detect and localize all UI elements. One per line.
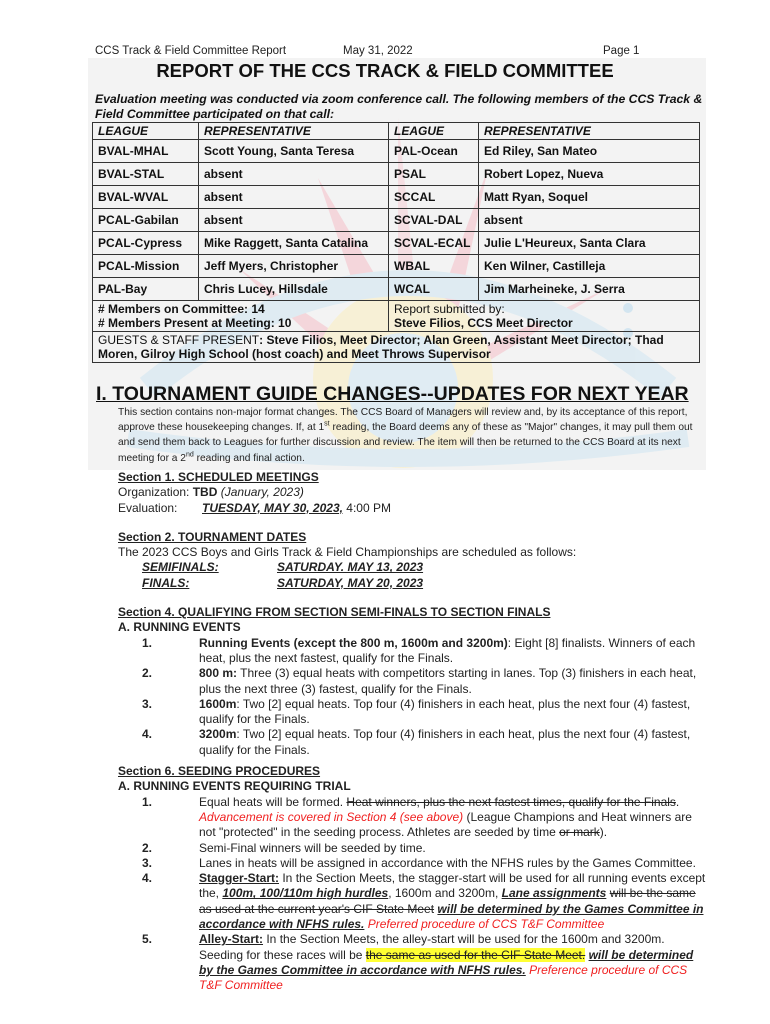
section-4-subheading: A. RUNNING EVENTS <box>118 620 241 635</box>
item-number: 2. <box>142 840 153 855</box>
section-6-heading: Section 6. SEEDING PROCEDURES <box>118 764 321 779</box>
text-segment: 1600m <box>199 696 237 711</box>
league-cell: SCVAL-ECAL <box>389 232 479 255</box>
text-segment: Lane assignments <box>501 886 607 901</box>
list-item <box>142 856 708 871</box>
section-heading: I. TOURNAMENT GUIDE CHANGES--UPDATES FOR NEXT YEAR <box>96 383 689 405</box>
text-segment: or mark <box>559 825 600 840</box>
league-cell: SCVAL-DAL <box>389 209 479 232</box>
text-segment: (League Champions and Heat winners are not "protected" in the seeding process. Athletes are seeded by time <box>199 809 692 840</box>
list-item <box>142 727 708 758</box>
members-present: # Members Present at Meeting: 10 <box>98 316 292 330</box>
semifinals-label: SEMIFINALS: <box>142 560 219 575</box>
representative-cell: Jeff Myers, Christopher <box>199 255 389 278</box>
column-header: LEAGUE <box>389 123 479 140</box>
item-text <box>199 636 695 665</box>
league-cell: WCAL <box>389 278 479 301</box>
header-report-name: CCS Track & Field Committee Report <box>95 45 287 57</box>
guests-cell <box>93 332 700 363</box>
text-segment: reading, the Board deems any of these as "Major" changes, it may pull them out and send them back to Leagues for further discussion and review. The item will then be returned to the CCS Board at its next meeting for a 2 <box>118 422 693 464</box>
table-row <box>93 255 700 278</box>
guests-row <box>93 332 700 363</box>
text-segment: . <box>675 794 680 809</box>
league-cell: BVAL-STAL <box>93 163 199 186</box>
item-text <box>199 856 696 870</box>
organization-value: TBD <box>192 485 218 500</box>
item-number: 1. <box>142 794 153 809</box>
representative-cell: absent <box>199 186 389 209</box>
table-row <box>93 209 700 232</box>
list-item <box>142 666 708 697</box>
text-segment: will be the same as used at the current year's CIF State Meet <box>199 886 696 916</box>
text-segment: Advancement is covered in Section 4 (see above) <box>199 809 464 824</box>
members-on-committee: # Members on Committee: 14 <box>98 302 265 316</box>
guests-label: GUESTS & STAFF PRESENT <box>98 333 260 347</box>
league-cell: PCAL-Gabilan <box>93 209 199 232</box>
text-segment: Three (3) equal heats with competitors starting in lanes. Top (3) finishers in each heat, plus the next three (3) fastest, qualify for the Finals. <box>199 666 697 696</box>
text-segment: 3200m <box>199 727 237 742</box>
representative-cell: absent <box>479 209 700 232</box>
text-segment: Running Events (except the 800 m, 1600m and 3200m) <box>199 635 508 650</box>
list-item <box>142 697 708 728</box>
submitted-cell <box>389 301 700 332</box>
league-cell: BVAL-WVAL <box>93 186 199 209</box>
section-2-text: The 2023 CCS Boys and Girls Track & Field Championships are scheduled as follows: <box>118 545 577 560</box>
text-segment: Semi-Final winners will be seeded by time. <box>199 840 426 855</box>
table-row <box>93 140 700 163</box>
header-date: May 31, 2022 <box>343 45 413 57</box>
item-number: 1. <box>142 635 153 650</box>
text-segment: 800 m: <box>199 666 238 681</box>
submitted-label: Report submitted by: <box>394 302 505 316</box>
table-row <box>93 278 700 301</box>
finals-line <box>118 576 708 591</box>
league-cell: PCAL-Mission <box>93 255 199 278</box>
column-header: REPRESENTATIVE <box>479 123 700 140</box>
text-segment: 100m, 100/110m high hurdles <box>222 886 389 901</box>
evaluation-label: Evaluation: <box>118 500 178 515</box>
section-1-heading: Section 1. SCHEDULED MEETINGS <box>118 470 319 484</box>
text-segment: In the Section Meets, the stagger-start will be used for all running events except the, <box>199 871 706 901</box>
finals-date: SATURDAY, MAY 20, 2023 <box>277 575 424 590</box>
table-header-row <box>93 123 700 140</box>
section-4-list <box>118 636 708 758</box>
organization-line <box>118 485 708 500</box>
league-cell: PCAL-Cypress <box>93 232 199 255</box>
text-segment: nd <box>185 451 194 459</box>
representative-cell: Matt Ryan, Soquel <box>479 186 700 209</box>
representative-cell: Ed Riley, San Mateo <box>479 140 700 163</box>
item-number: 3. <box>142 696 153 711</box>
representative-cell: Robert Lopez, Nueva <box>479 163 700 186</box>
text-segment: st <box>324 420 330 428</box>
section-2-heading: Section 2. TOURNAMENT DATES <box>118 529 307 544</box>
representative-cell: Scott Young, Santa Teresa <box>199 140 389 163</box>
league-cell: PSAL <box>389 163 479 186</box>
text-segment: Stagger-Start: <box>199 871 280 886</box>
text-segment: , 1600m and 3200m, <box>388 886 502 901</box>
submitted-by: Steve Filios, CCS Meet Director <box>394 316 573 330</box>
representative-cell: Julie L'Heureux, Santa Clara <box>479 232 700 255</box>
item-text <box>199 697 690 726</box>
section-6-subheading: A. RUNNING EVENTS REQUIRING TRIAL <box>118 779 351 794</box>
text-segment: reading and final action. <box>193 452 305 464</box>
intro-paragraph <box>118 405 703 466</box>
finals-label: FINALS: <box>142 575 190 590</box>
report-title: REPORT OF THE CCS TRACK & FIELD COMMITTEE <box>156 60 614 81</box>
semifinals-line <box>118 560 708 575</box>
representative-cell: Mike Raggett, Santa Catalina <box>199 232 389 255</box>
item-number: 4. <box>142 871 153 886</box>
section-6-list <box>118 795 708 994</box>
list-item <box>142 795 708 841</box>
table-row <box>93 232 700 255</box>
representative-cell: Jim Marheineke, J. Serra <box>479 278 700 301</box>
text-segment: the same as used for the CIF State Meet. <box>365 947 586 962</box>
column-header: LEAGUE <box>93 123 199 140</box>
text-segment: Preferred procedure of CCS T&F Committee <box>367 917 605 932</box>
league-cell: PAL-Ocean <box>389 140 479 163</box>
item-text <box>199 795 692 840</box>
table-row <box>93 186 700 209</box>
text-segment: Heat winners, plus the next fastest times, qualify for the Finals <box>346 794 676 809</box>
text-segment: will be determined by the Games Committee in accordance with NFHS rules. <box>199 901 704 932</box>
league-cell: BVAL-MHAL <box>93 140 199 163</box>
intro-text: Evaluation meeting was conducted via zoom conference call. The following members of the CCS Track & Field Committee participated on that call: <box>95 92 703 121</box>
league-cell: SCCAL <box>389 186 479 209</box>
organization-label: Organization: <box>118 485 193 500</box>
list-item <box>142 841 708 856</box>
members-cell <box>93 301 389 332</box>
item-text <box>199 871 705 931</box>
header-page-number: Page 1 <box>603 45 640 57</box>
evaluation-date: TUESDAY, MAY 30, 2023, <box>202 500 343 515</box>
committee-table <box>92 122 700 363</box>
text-segment: Equal heats will be formed. <box>199 794 347 809</box>
league-cell: PAL-Bay <box>93 278 199 301</box>
text-segment: will be determined by the Games Committee in accordance with NFHS rules. <box>199 947 694 977</box>
item-text <box>199 841 426 855</box>
evaluation-line <box>118 501 708 516</box>
item-text <box>199 932 693 992</box>
members-row <box>93 301 700 332</box>
section-4-heading: Section 4. QUALIFYING FROM SECTION SEMI-FINALS TO SECTION FINALS <box>118 605 551 620</box>
organization-note: (January, 2023) <box>217 485 304 500</box>
league-cell: WBAL <box>389 255 479 278</box>
text-segment: Lanes in heats will be assigned in accordance with the NFHS rules by the Games Committee. <box>199 855 696 870</box>
item-number: 3. <box>142 855 153 870</box>
item-number: 5. <box>142 932 153 947</box>
text-segment: Alley-Start: <box>199 932 264 947</box>
list-item <box>142 932 708 993</box>
item-text <box>199 727 690 756</box>
list-item <box>142 636 708 667</box>
text-segment: Preference procedure of CCS T&F Committee <box>199 962 688 993</box>
representative-cell: absent <box>199 209 389 232</box>
text-segment: : Two [2] equal heats. Top four (4) finishers in each heat, plus the next four (4) fastest, qualify for the Finals. <box>199 727 691 757</box>
text-segment: This section contains non-major format changes. The CCS Board of Managers will review and, by its acceptance of this report, approve these housekeeping changes. If, at 1 <box>118 407 688 434</box>
text-segment: ). <box>599 825 608 840</box>
item-number: 4. <box>142 727 153 742</box>
text-segment: : Two [2] equal heats. Top four (4) finishers in each heat, plus the next four (4) fastest, qualify for the Finals. <box>199 696 691 727</box>
item-number: 2. <box>142 666 153 681</box>
item-text <box>199 666 696 695</box>
text-segment: : Eight [8] finalists. Winners of each heat, plus the next fastest, qualify for the Finals. <box>199 635 696 665</box>
semifinals-date: SATURDAY. MAY 13, 2023 <box>277 560 424 575</box>
representative-cell: Chris Lucey, Hillsdale <box>199 278 389 301</box>
representative-cell: Ken Wilner, Castilleja <box>479 255 700 278</box>
evaluation-time: 4:00 PM <box>342 500 391 515</box>
representative-cell: absent <box>199 163 389 186</box>
text-segment: In the Section Meets, the alley-start will be used for the 1600m and 3200m. Seeding for these races will be <box>199 932 665 962</box>
guests-list: : Steve Filios, Meet Director; Alan Green, Assistant Meet Director; Thad Moren, Gilroy High School (host coach) and Meet Throws Supervisor <box>98 333 664 361</box>
document-body <box>118 470 708 994</box>
table-row <box>93 163 700 186</box>
column-header: REPRESENTATIVE <box>199 123 389 140</box>
list-item <box>142 871 708 932</box>
